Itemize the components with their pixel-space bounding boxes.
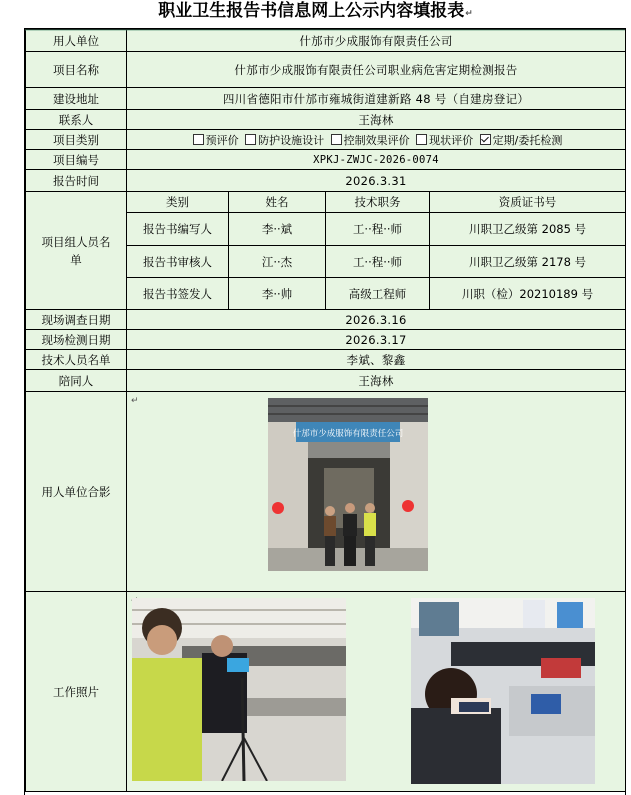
work-photo-1-image [132, 598, 346, 781]
team-header-title: 技术职务 [326, 192, 430, 213]
row-project-no [26, 150, 626, 170]
row-employer [26, 30, 626, 52]
label-project-name: 项目名称 [26, 52, 127, 88]
row-category [26, 130, 626, 150]
team-cell: 报告书审核人 [127, 246, 229, 278]
value-category [127, 130, 626, 150]
row-project-name [26, 52, 626, 88]
label-survey-date: 现场调查日期 [26, 310, 127, 330]
group-photo [268, 398, 428, 571]
group-photo-cell [127, 392, 626, 592]
row-team-header [26, 192, 626, 213]
team-cell: 李··帅 [229, 278, 326, 310]
team-header-cert: 资质证书号 [430, 192, 626, 213]
team-cell: 川职（检）20210189 号 [430, 278, 626, 310]
team-cell: 报告书编写人 [127, 213, 229, 246]
group-photo-image [268, 398, 428, 571]
category-option-2[interactable]: 控制效果评价 [328, 134, 410, 147]
checkbox-icon [416, 134, 427, 145]
checkbox-icon [193, 134, 204, 145]
team-header-name: 姓名 [229, 192, 326, 213]
label-project-no: 项目编号 [26, 150, 127, 170]
form-table-frame [24, 28, 626, 795]
team-cell: 李··斌 [229, 213, 326, 246]
team-cell: 江··杰 [229, 246, 326, 278]
value-project-no: XPKJ-ZWJC-2026-0074 [127, 150, 626, 170]
row-work-photos [26, 592, 626, 792]
row-group-photo [26, 392, 626, 592]
work-photo-2 [411, 598, 595, 784]
row-contact [26, 110, 626, 130]
label-team: 项目组人员名单 [26, 192, 127, 310]
label-contact: 联系人 [26, 110, 127, 130]
work-photo-1 [132, 598, 346, 781]
paragraph-mark-icon: ↵ [131, 396, 139, 406]
team-cell: 高级工程师 [326, 278, 430, 310]
category-option-4[interactable]: 定期/委托检测 [477, 134, 563, 147]
checkbox-checked-icon [480, 134, 491, 145]
value-employer: 什邡市少成服饰有限责任公司 [127, 30, 626, 52]
category-option-0[interactable]: 预评价 [190, 134, 239, 147]
form-table [25, 29, 626, 792]
sign-text: 什邡市少成服饰有限责任公司 [292, 429, 404, 439]
row-test-date [26, 330, 626, 350]
label-address: 建设地址 [26, 88, 127, 110]
team-cell: 工··程··师 [326, 213, 430, 246]
label-technicians: 技术人员名单 [26, 350, 127, 370]
label-work-photos: 工作照片 [26, 592, 127, 792]
team-header-category: 类别 [127, 192, 229, 213]
checkbox-icon [245, 134, 256, 145]
value-survey-date: 2026.3.16 [127, 310, 626, 330]
work-photo-2-image [411, 598, 595, 784]
team-cell: 报告书签发人 [127, 278, 229, 310]
value-technicians: 李斌、黎鑫 [127, 350, 626, 370]
label-companion: 陪同人 [26, 370, 127, 392]
label-report-time: 报告时间 [26, 170, 127, 192]
team-cell: 川职卫乙级第 2085 号 [430, 213, 626, 246]
value-address: 四川省德阳市什邡市雍城街道建新路 48 号（自建房登记） [127, 88, 626, 110]
row-address [26, 88, 626, 110]
row-technicians [26, 350, 626, 370]
label-group-photo: 用人单位合影 [26, 392, 127, 592]
paragraph-mark-icon: ↵ [465, 9, 473, 19]
row-survey-date [26, 310, 626, 330]
value-project-name: 什邡市少成服饰有限责任公司职业病危害定期检测报告 [127, 52, 626, 88]
category-option-1[interactable]: 防护设施设计 [242, 134, 324, 147]
label-test-date: 现场检测日期 [26, 330, 127, 350]
team-cell: 川职卫乙级第 2178 号 [430, 246, 626, 278]
value-companion: 王海林 [127, 370, 626, 392]
row-report-time [26, 170, 626, 192]
team-cell: 工··程··师 [326, 246, 430, 278]
category-option-3[interactable]: 现状评价 [413, 134, 473, 147]
label-employer: 用人单位 [26, 30, 127, 52]
work-photos-cell [127, 592, 626, 792]
checkbox-icon [331, 134, 342, 145]
value-contact: 王海林 [127, 110, 626, 130]
value-report-time: 2026.3.31 [127, 170, 626, 192]
value-test-date: 2026.3.17 [127, 330, 626, 350]
row-companion [26, 370, 626, 392]
page-title: 职业卫生报告书信息网上公示内容填报表↵ [158, 1, 473, 21]
label-category: 项目类别 [26, 130, 127, 150]
